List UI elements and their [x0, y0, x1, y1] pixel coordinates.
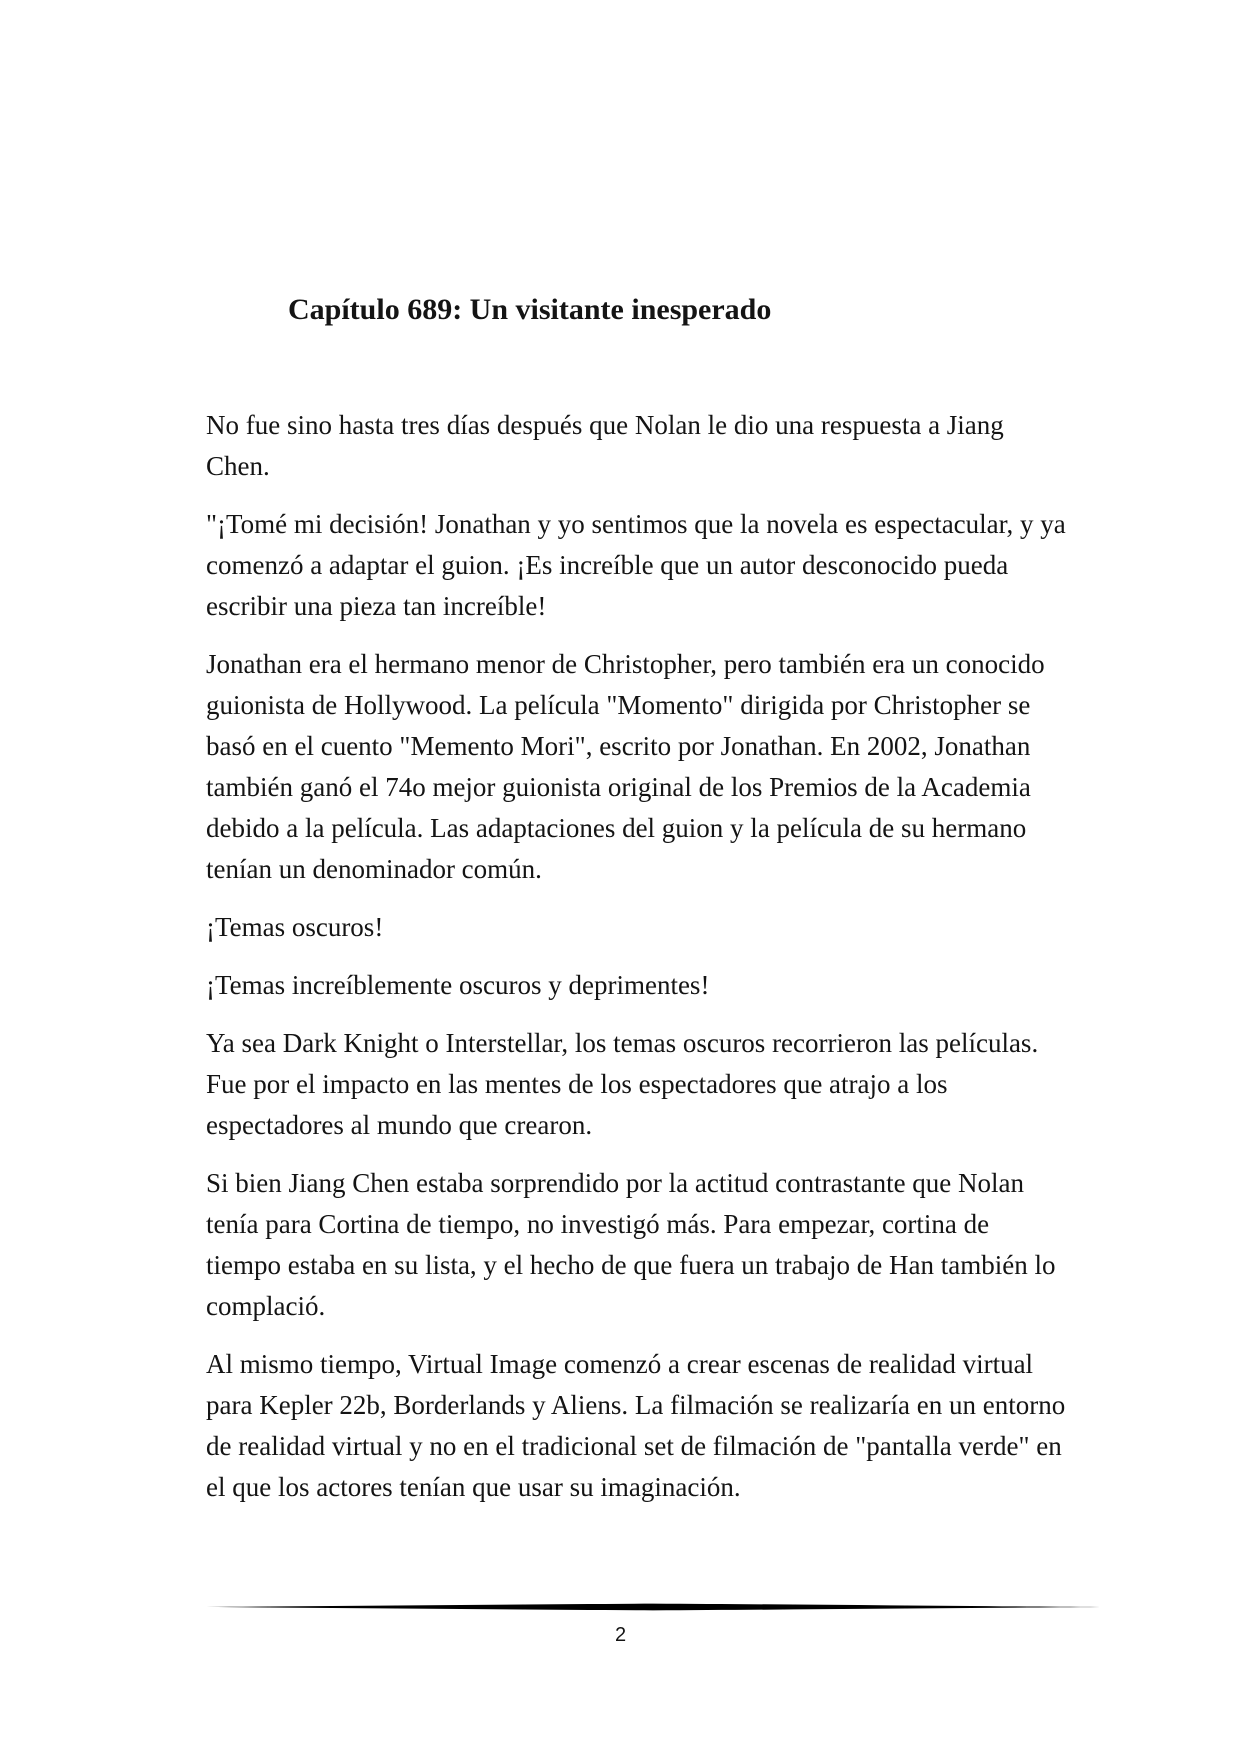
- paragraph: ¡Temas increíblemente oscuros y deprimentes!: [206, 970, 710, 1000]
- paragraph: Jonathan era el hermano menor de Christopher, pero también era un conocido guionista de Hollywood. La película "Momento" dirigida por Christopher se basó en el cuento "Memento Mori", escrito por Jonathan. En 2002, Jonathan también ganó el 74o mejor guionista original de los Premios de la Academia debido a la película. Las adaptaciones del guion y la película de su hermano tenían un denominador común.: [206, 649, 1045, 884]
- paragraph: "¡Tomé mi decisión! Jonathan y yo sentimos que la novela es espectacular, y ya comenzó a adaptar el guion. ¡Es increíble que un autor desconocido pueda escribir una pieza tan increíble!: [206, 509, 1066, 621]
- paragraph: Ya sea Dark Knight o Interstellar, los temas oscuros recorrieron las películas. Fue por el impacto en las mentes de los espectadores que atrajo a los espectadores al mundo que crearon.: [206, 1028, 1039, 1140]
- page-number: 2: [614, 1624, 627, 1646]
- chapter-body: [206, 405, 1066, 1525]
- paragraph: Si bien Jiang Chen estaba sorprendido por la actitud contrastante que Nolan tenía para Cortina de tiempo, no investigó más. Para empezar, cortina de tiempo estaba en su lista, y el hecho de que fuera un trabajo de Han también lo complació.: [206, 1168, 1056, 1321]
- paragraph: Al mismo tiempo, Virtual Image comenzó a crear escenas de realidad virtual para Kepler 22b, Borderlands y Aliens. La filmación se realizaría en un entorno de realidad virtual y no en el tradicional set de filmación de "pantalla verde" en el que los actores tenían que usar su imaginación.: [206, 1349, 1066, 1502]
- paragraph: ¡Temas oscuros!: [206, 912, 384, 942]
- paragraph: No fue sino hasta tres días después que Nolan le dio una respuesta a Jiang Chen.: [206, 410, 1004, 481]
- chapter-title: Capítulo 689: Un visitante inesperado: [288, 293, 772, 326]
- footer-divider: [206, 1600, 1100, 1614]
